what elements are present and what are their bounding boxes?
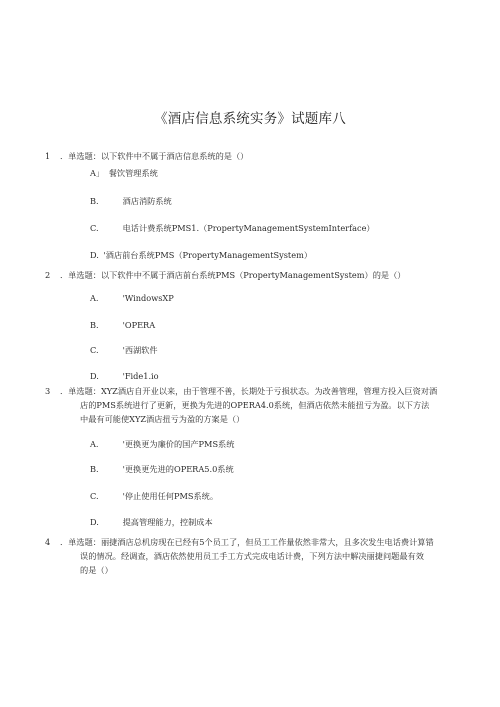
question-3: [45, 384, 465, 426]
option-1c: [90, 222, 375, 234]
option-label: D.: [90, 371, 99, 381]
option-2a: [90, 292, 174, 304]
option-2d: [90, 370, 159, 382]
option-label: A.: [90, 293, 99, 303]
option-1d: [90, 249, 312, 261]
option-text: 'WindowsXP: [122, 293, 174, 303]
question-text: ．单选题：以下软件中不属于酒店信息系统的是（）: [60, 151, 249, 161]
question-1: [45, 149, 465, 163]
question-text-line: 的是（）: [80, 565, 113, 575]
option-3a: [90, 438, 234, 450]
question-2: [45, 268, 465, 282]
option-text: 酒店消防系统: [122, 196, 172, 206]
option-text: '停止使用任何PMS系统。: [122, 491, 219, 501]
option-label: C.: [90, 491, 99, 501]
option-1a: [90, 167, 158, 179]
option-3c: [90, 490, 218, 502]
question-4: [45, 535, 465, 577]
option-3d: [90, 516, 213, 528]
option-label: C.: [90, 223, 99, 233]
option-2c: [90, 344, 158, 356]
page-title: 《酒店信息系统实务》试题库八: [154, 111, 346, 127]
option-label: D.: [90, 250, 99, 260]
option-text: 提高管理能力，控制成本: [122, 517, 213, 527]
question-text-line: 中最有可能使XYZ酒店扭亏为盈的方案是（）: [80, 414, 245, 424]
option-label: A.: [90, 439, 99, 449]
option-text: 电话计费系统PMS1.（PropertyManagementSystemInterface）: [122, 223, 375, 233]
question-text-line: ．单选题：丽捷酒店总机房现在已经有5个员工了，但员工工作量依然非常大，且多次发生电话费计算错: [60, 537, 434, 547]
option-label: B.: [90, 196, 99, 206]
option-1b: [90, 195, 172, 207]
option-label: D.: [90, 517, 99, 527]
option-label: A」: [90, 168, 105, 178]
option-text: 'Fide1.io: [122, 371, 159, 381]
question-number: 2: [45, 270, 51, 280]
option-text: '更换更为廉价的国产PMS系统: [122, 439, 235, 449]
option-3b: [90, 463, 234, 475]
question-text: ．单选题：以下软件中不属于酒店前台系统PMS（PropertyManagementSystem）的是（）: [60, 270, 406, 280]
question-number: 3: [45, 386, 51, 396]
question-text-line: ．单选题：XYZ酒店自开业以来，由于管理不善，长期处于亏损状态。为改善管理，管理方投入巨资对酒: [60, 386, 438, 396]
question-text-line: 误的情况。经调查，酒店依然使用员工手工方式完成电话计费，下列方法中解决丽捷问题最有效: [80, 551, 424, 561]
question-text: [60, 535, 465, 577]
option-text: 'OPERA: [122, 320, 156, 330]
question-number: 4: [45, 537, 51, 547]
option-text: '酒店前台系统PMS（PropertyManagementSystem）: [103, 250, 313, 260]
option-text: '西湖软件: [122, 345, 158, 355]
option-label: B.: [90, 464, 99, 474]
option-text: 餐饮管理系统: [108, 168, 158, 178]
question-number: 1: [45, 151, 51, 161]
option-text: '更换更先进的OPERA5.0系统: [122, 464, 234, 474]
question-text-line: 店的PMS系统进行了更新，更换为先进的OPERA4.0系统，但酒店依然未能扭亏为盈。以下方法: [80, 400, 430, 410]
option-label: C.: [90, 345, 99, 355]
question-text: [60, 384, 465, 426]
option-label: B.: [90, 320, 99, 330]
option-2b: [90, 319, 155, 331]
